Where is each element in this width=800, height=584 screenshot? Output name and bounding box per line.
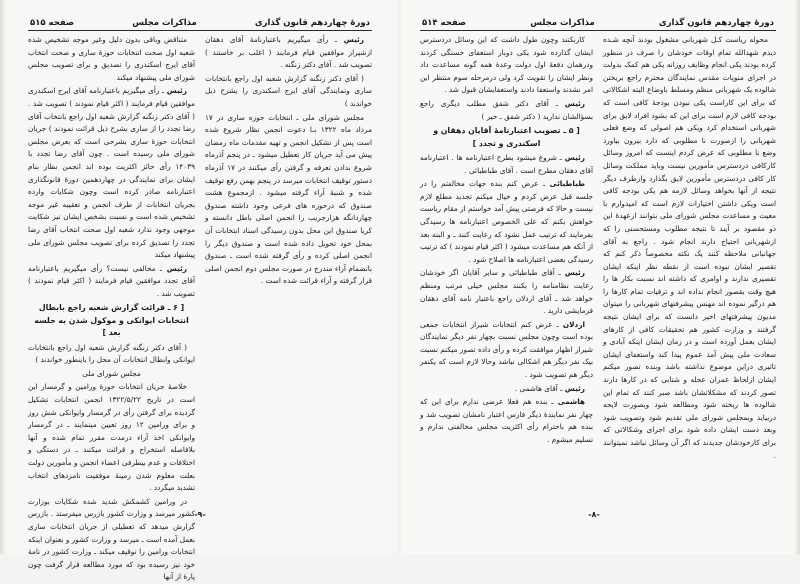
speech-text: ـ رأی میگیریم باعتبارنامهٔ آقای دهقان ازشیراز موافقین قیام فرمایند ( اغلب بر خاستند ) تصویب شد . آقای دکتر زنگنه . <box>205 35 372 70</box>
speech-paragraph <box>420 178 593 266</box>
centered-line: مجلس شورای ملی <box>82 368 141 378</box>
speaker-name: هاشمی <box>553 397 585 407</box>
right-column <box>205 34 372 496</box>
speech-paragraph <box>420 319 593 382</box>
speech-paragraph <box>205 34 372 72</box>
speech-paragraph <box>420 98 593 123</box>
speaker-name: رئیس <box>337 35 364 44</box>
speech-paragraph <box>420 267 593 317</box>
header-rule <box>420 30 776 31</box>
right-page-514 <box>400 0 800 554</box>
body-paragraph: خلاصهٔ جریان انتخابات حوزهٔ ورامین و گرمسار این است در تاریخ ۱۳۲۲/۵/۲۲ انجمن انتخابات تشکیل گردیده برای گرفتن رأی در گرمسار وایوانکی شش روز و برای ورامین ۱۲ روز تعیین مینمایند ـ در گرمسار وایوانکی اخذ آراء درمدت مقرر تمام شده و آنها بلافاصله استخراج و قرائت میکنند ـ در دستگی و اختلافات و عدم بیطرفی اعضاء انجمن و مأمورین دولت بعلت معلوم شدن زمینهٔ موفقیت نامزدهای انتخاب تشدید میگردد . <box>28 382 195 493</box>
body-paragraph: متناقض وباقی بدون دلیل وغیر موجه تشخیص شده شعبه اول صحت انتخابات حوزهٔ ساری و صحت انتخاب آقای ایرج اسکندری را تصدیق و برای تصویب مجلس شورای ملی پیشنهاد میکند <box>28 35 195 82</box>
page-label: صفحه ۵۱۵ <box>30 18 75 28</box>
speech-text: ـ شروع میشود بطرح اعتبارنامه ها . اعتبارنامه آقای دهقان مطرح است . آقای طباطبائی . <box>420 152 593 175</box>
speaker-name: رئیس <box>562 383 585 393</box>
speech-text: ـ آقای هاشمی . <box>514 383 563 393</box>
speaker-name: رئیس <box>557 98 585 108</box>
speech-paragraph <box>28 85 195 261</box>
body-paragraph: ( آقای دکتر زنگنه گزارش شعبه اول راجع بانتخابات ساری ونمایندگی آقای ایرج اسکندری را بشرح ذیل خواندند ) <box>205 73 372 108</box>
page-footer-number: -۸- <box>588 510 600 519</box>
book-title: مذاکرات مجلس <box>132 18 197 28</box>
series-title: دورهٔ چهاردهم قانون گذاری <box>254 18 370 28</box>
left-column <box>28 34 195 582</box>
series-title: دورهٔ چهاردهم قانون گذاری <box>658 18 774 28</box>
speaker-name: اردلان <box>558 319 585 329</box>
speech-paragraph <box>420 152 593 177</box>
body-paragraph: مجلس شورای ملی ـ انتخابات حوزه ساری در ۱۷ مرداد ماه ۱۳۲۲ بـا دعوت انجمن نظار شروع شده است پس از تشکیل انجمن و تهیه مقدمات ماه رمضان پیش می آید جریان کار تعطیل میشود ـ در پنجم آذرماه شروع بدادن تعرفه و گرفتن رأی میکنند در ۱۷ آذرماه دستور توقیف انتخابات میرسد در پنجم بهمن رفع توقیف شده و شنبهٔ آراء گرفته میشود . ازمجموع هشت صندوق که درحوزه های فرعی وجود داشته صندوق چهاردانگه هزارجریب را انجمن اصلی باطل دانسته و کریا صندوق این محل بدون رسیدگی اسناد انتخابات آن بمحل خود تحویل داده شده است و صندوق دیگر را انجمن اصلی کرده و رأی گرفته شده است ـ صندوق بانضمام آراء مندرج در صورت مجلس دوم انجمن اصلی قرار گرفته و آراء قرائت شده است . <box>205 112 372 286</box>
speaker-name: رئیس <box>561 152 586 162</box>
page-label: صفحه ۵۱۴ <box>422 18 467 28</box>
speech-paragraph <box>28 263 195 301</box>
right-column <box>603 34 776 496</box>
speech-text: ـ عرض کنم انتخابات شیراز انتخابات جمعی بوده است وچون مجلس نسبت بچهار نفر دیگر نمایندگان شیراز اظهار موافقت کرده و رأی داده تصور میکنم نسبت بیک نفر دیگر هم اشکالی نباشد وحالا لازم است که یکنفر دیگر هم تصویب شود . <box>420 319 593 380</box>
body-paragraph: محوله ریاست کـل شهربانی مشغول بودند آنچه شـده دیدم شهدالله تمام اوقات خودشان را صرف در منظور کرده بودند یکی انجام وظایف روزانه یکی هم کمک بدولت در اجرای منویات مقدس نمایندگان محترم راجع بریختن شالوده یک شهربانی منظم ومسلط باوضاع البته اشکالاتی که برای این کاراست یکی نبودن بودجهٔ کافی است که بودجه کافی لازم است برای این که بشود افراد لایق برای شهربانی استخدام کرد ویکی هم اصولی که وضع فعلی شهربانی را ازصورت نا مطلوبی که دارد بیرون بیاورد وضع نا مطلوبی که عرض کردم اینست که امروز وسائل کارکافی دردسترس مأمورین نیست وباید مملکت وسائل کار کافی دردسترس مأمورین لایق بگذارد وازطرف دیگر نتیجه از آنها بخواهد وسائل لازمه هم یکی بودجه کافی است ویکی داشتن اختیارات لازم است که امیدوارم با معیت و مساعدت مجلس شورای ملی بتوانند ازعهدهٔ این دو مقصود بر آیند تا نتیجه مطلوب ومستحسنی را که ازشهربانی احتیاج دارند انجام شود . راجع به آقای جهانبانی ملاحظه کنند یک نکته مخصوصاً ذکر کنم که تقصیر ایشان نبوده است از نقطه نظر اینکه ایشان تقصیری ندارند و اوامری که داشته اند نسبت بکار ها را هیچ وقت بقصور انجام نداده اند و ترقیات تمام کارها را هم درگیر نموده اند مهنس پیشرفتهای شهربانی را میتوان مدیون پیشرفتهای اخیر دانست که برای ایشان نتیجه گرفتند و وزارت کشور هم تحقیقات کافی از کارهای ایشان بعمل آورده است و در زمان ایشان اینکه آبادی و سعادت ملی پیش آمد عموم پیدا کند واستعفای ایشان تاثیری دراین موضوع نداشته باشد وبنده تصور میکنم ایشان ازلحاظ عمران عجله و شتابی که در کارها دارند تصور کردند که مشکلاتشان باشد صبر کنند که تمام این شالوده ها ریخته شود ومطالعه شود وبصورت لایحه دربیاید وبمجلس شورای ملی تقدیم شود وتصویب شود وبعد دست ایشان داده شود برای اجرای وشکالاتی که برای کارخودشان جدیدند که اگر آن وسائل نباشد نمیتوانند . <box>603 35 776 460</box>
speech-paragraph <box>420 396 593 446</box>
page-header <box>422 14 774 28</box>
page-header <box>30 14 370 28</box>
text-columns <box>420 34 776 496</box>
speech-paragraph <box>420 383 593 396</box>
page-footer-number: -۹- <box>194 510 206 519</box>
book-gutter <box>398 0 402 554</box>
speaker-name: رئیس <box>162 263 187 273</box>
speaker-name: رئیس <box>560 268 585 278</box>
book-title: مذاکرات مجلس <box>530 18 595 28</box>
speech-text: ـ رأی میگیریم باعتبارنامه آقای ایرج اسکندری موافقین قیام فرمایند ( اکثر قیام نمودند ) تصویب شد . ( آقای دکتر زنگنه گزارش شعبه اول راجع بانتخاب آقای رضا تجدد را از ساری بشرح ذیل قرائت نمودند ) جریان انتخابات حوزهٔ ساری بشرحی است که بعرض مجلس شورای ملی رسیده است . چون آقای رضا تجدد با ۱۴۰۳۹ رأی حائز اکثریت بوده اند انجمن نظار بنام ایشان برای نمایندگی در چهاردهمین دورهٔ قانونگذاری اعتبارنامه صادر کرده است وچون شکایات وارده بجریان انتخابات از طرف انجمن و تعقیبه غیر موجه تشخیص شده است و نسبت بشخص ایشان نیز شکایت موجهی وجود ندارد شعبه اول صحت انتخاب آقای رضا تجدد را تصدیق کرده برای تصویب مجلس شورای ملی پیشنهاد میکند <box>28 86 195 260</box>
speech-text: ـ آقای طباطبائی و سایر آقایان اگر خودشان رعایت نظامنامه را بکنند مجلس خیلی مرتب ومنظم خواهد شد ـ آقای اردلان راجع باعتبار نامه آقای دهقان فرمایشی دارید . <box>420 268 593 316</box>
speaker-name: طباطبائی <box>545 179 585 189</box>
page-edge-shadow <box>0 0 6 554</box>
speech-text: ـ بنده هم فعلا عرضی ندارم برای این که چهار نفر نمایندهٔ دیگر فارس اعتبار نامشان تصویب شد و بنده هم باحترام رأی اکثریت مجلس مخالفتی ندارم و تسلیم میشوم . <box>420 397 593 445</box>
header-rule <box>28 30 372 31</box>
text-columns <box>28 34 372 582</box>
section-heading: [ ۶ ـ قرائت گزارش شعبه راجع بابطال انتخابات ایوانکی و موکول شدن به جلسه بعد ] <box>34 303 189 338</box>
body-paragraph: در ورامین کشمکش شدید شده شکایات بوزارت کشور میرسد و وزارت کشور بازرس میفرستد . بازرس گزارش میدهد که تعطیلی از جریان انتخابات ساری بعمل آمده است ـ میرسد و وزارت کشور و بعنوان اینکه انتخابات ورامین را توقیف میکند ـ وزارت کشور در نامهٔ خود نیز رسیده بود که مورد مطالعه قرار گرفت چون پارهٔ از آنها <box>28 496 195 582</box>
speaker-name: رئیس <box>164 86 187 96</box>
left-page-515 <box>0 0 400 582</box>
body-paragraph: کاربکنند وچون طول داشت که این وسائل دردسترس ایشان گذارده شود یکی دوبار استعفای خستگی کردند ودرهمان دفعهٔ اول دولت وعدهٔ همه گونه مساعدت داد ونظر ایشان را تقویت کرد ولی درمرحله سوم منتظر این امر نشدند واستعفا دادند واستعفایشان قبول شد . <box>420 35 593 95</box>
speech-text: ـ مخالفی نیست؟ رأی میگیریم باعتبارنامه آقای تجدد موافقین قیام فرمایند ( اکثر قیام نمودند ) تصویب شد . <box>28 263 195 298</box>
body-paragraph: ( آقای دکتر زنگنه گزارش شعبه اول راجع بانتخابات ایوانکی وابطال انتخابات آن محل را باینطور خواندند ) <box>28 342 195 365</box>
speech-text: ـ عرض کنم بنده جهات مخالفتم را در جلسه قبل عرض کردم و خیال میکنم تجدید مطلع لازم نیست و حالا که فرصتی پیش آمد خواستم از مقام ریاست خواهش بکنم که علی الخصوص اعتبارنامه ها رسیدگی بفرمایند که ترتیب عمل نشود که رعایت کنند ـ و البته بعد از آنکه هم مساعدت میشود ( اکثر قیام نمودند ) که ترتیب رسیدگی بعضی اعتبارنامه ها اصلاح شود . <box>420 179 593 264</box>
section-heading: [ ۵ ـ تصویب اعتبارنامهٔ آقایان دهقان و اسکندری و تجدد ] <box>433 126 580 148</box>
speech-text: ـ آقای دکتر شفق مطلب دیگری راجع بسؤالشان ندارید ( دکتر شفق ـ خیر ) <box>420 98 593 121</box>
left-column <box>420 34 593 496</box>
page-edge-shadow <box>794 0 800 554</box>
